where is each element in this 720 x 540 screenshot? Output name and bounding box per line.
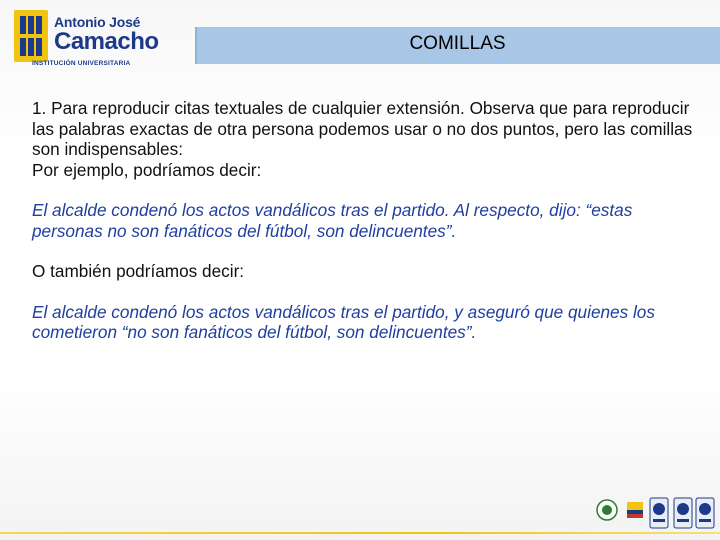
- certification-seal-icon: [596, 496, 618, 532]
- logo-mark-icon: [14, 10, 48, 62]
- quality-seal-icon: [672, 496, 694, 532]
- institution-logo: [14, 8, 159, 68]
- intro-paragraph: 1. Para reproducir citas textuales de cualquier extensión. Observa que para reproducir las palabras exactas de otra persona podemos usar o no dos puntos, pero las comillas son indispensables:: [32, 98, 693, 159]
- colombia-flag-icon: [624, 496, 646, 532]
- example-quote-2: El alcalde condenó los actos vandálicos tras el partido, y aseguró que quienes los cometieron “no son fanáticos del fútbol, son delincuentes”.: [32, 301, 655, 342]
- page-title: COMILLAS: [409, 33, 506, 54]
- slide-body: [32, 98, 704, 343]
- logo-text-line3: INSTITUCIÓN UNIVERSITARIA: [32, 60, 131, 67]
- quality-seal-icon: [694, 496, 716, 532]
- example-quote-1: El alcalde condenó los actos vandálicos tras el partido. Al respecto, dijo: “estas personas no son fanáticos del fútbol, son delincuentes”.: [32, 200, 633, 241]
- logo-text-line2: Camacho: [54, 28, 159, 55]
- alternative-lead: O también podríamos decir:: [32, 261, 245, 281]
- quality-seal-icon: [648, 496, 670, 532]
- certification-seals: [596, 496, 716, 536]
- logo-text-line1: Antonio José: [54, 14, 141, 30]
- example-lead: Por ejemplo, podríamos decir:: [32, 159, 262, 180]
